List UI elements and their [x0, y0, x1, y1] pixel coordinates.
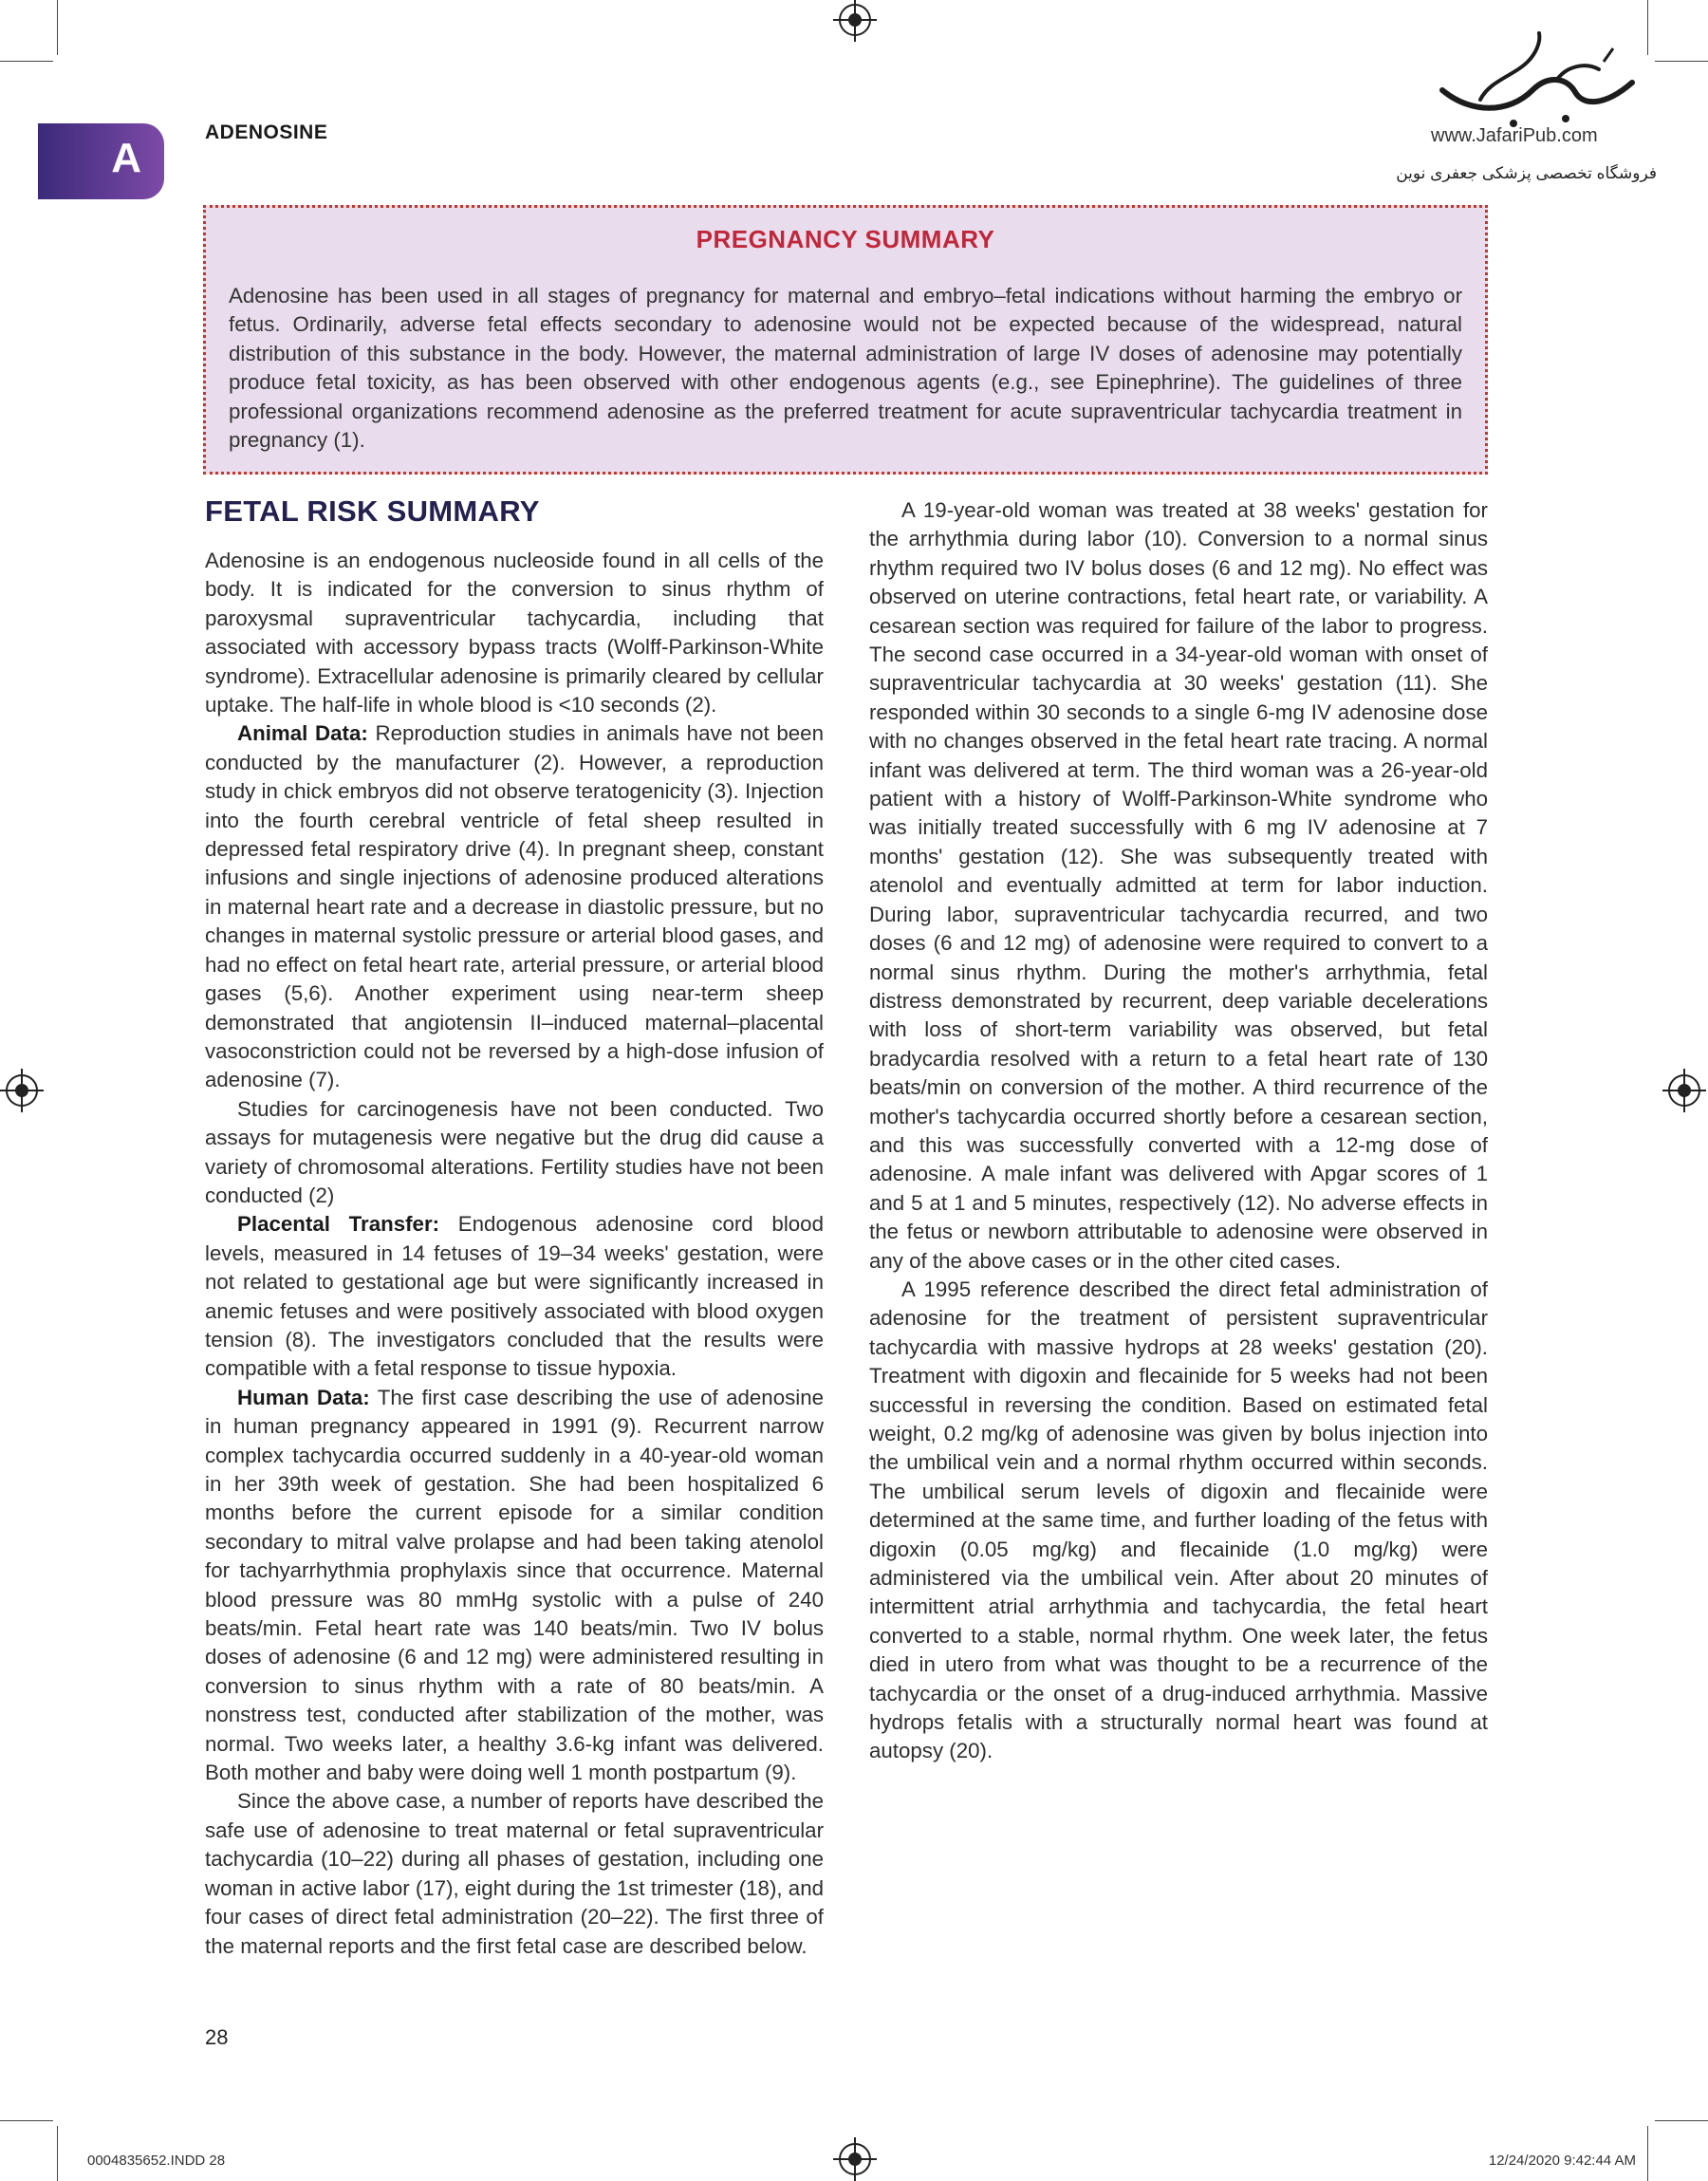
placental-transfer-paragraph [205, 1210, 824, 1383]
section-letter: A [111, 135, 141, 181]
registration-mark-icon [839, 4, 871, 36]
trim-mark [57, 0, 58, 55]
page-number: 28 [205, 2025, 229, 2049]
print-slug-file: 0004835652.INDD 28 [87, 2153, 226, 2169]
publisher-url: www.JafariPub.com [1431, 125, 1598, 146]
pregnancy-summary-title: PREGNANCY SUMMARY [696, 225, 995, 253]
registration-mark-icon [1668, 1074, 1700, 1107]
left-column [205, 547, 824, 1961]
publisher-tagline: فروشگاه تخصصی پزشکی جعفری نوین [1396, 164, 1657, 182]
human-data-paragraph [205, 1384, 824, 1788]
case-19-year-old-paragraph: A 19-year-old woman was treated at 38 weeks' gestation for the arrhythmia during labor (10). Conversion to a normal sinus rhythm required two IV bolus doses (6 and 12 mg). No effect was observed on uterine contractions, fetal heart rate, or variability. A cesarean section was required for failure of the labor to progress. The second case occurred in a 34-year-old woman with onset of supraventricular tachycardia at 30 weeks' gestation (11). She responded within 30 seconds to a single 6-mg IV adenosine dose with no changes observed in the fetal heart rate tracing. A normal infant was delivered at term. The third woman was a 26-year-old patient with a history of Wolff-Parkinson-White syndrome who was initially treated successfully with 6 mg IV adenosine at 7 months' gestation (12). She was subsequently treated with atenolol and eventually admitted at term for labor induction. During labor, supraventricular tachycardia recurred, and two doses (6 and 12 mg) of adenosine were required to convert to a normal sinus rhythm. During the mother's arrhythmia, fetal distress demonstrated by recurrent, deep variable decelerations with loss of short-term variability was observed, but fetal bradycardia resolved with a return to a fetal heart rate of 130 beats/min on conversion of the mother. A third recurrence of the mother's tachycardia occurred shortly before a cesarean section, and this was successfully converted with a 12-mg dose of adenosine. A male infant was delivered with Apgar scores of 1 and 5 at 1 and 5 minutes, respectively (12). No adverse effects in the fetus or newborn attributable to adenosine were observed in any of the above cases or in the other cited cases. [869, 498, 1488, 1273]
section-letter-tab [38, 123, 164, 199]
trim-mark [1655, 61, 1708, 62]
placental-transfer-text: Endogenous adenosine cord blood levels, measured in 14 fetuses of 19–34 weeks' gestation, were not related to gestational age but were significantly increased in anemic fetuses and were positively associated with blood oxygen tension (8). The investigators concluded that the results were compatible with a fetal response to tissue hypoxia. [205, 1212, 824, 1381]
trim-mark [1655, 2120, 1708, 2121]
pregnancy-summary-text: Adenosine has been used in all stages of pregnancy for maternal and embryo–fetal indications without harming the embryo or fetus. Ordinarily, adverse fetal effects secondary to adenosine would not be expected because of the widespread, natural distribution of this substance in the body. However, the maternal administration of large IV doses of adenosine may potentially produce fetal toxicity, as has been observed with other endogenous agents (e.g., see Epinephrine). The guidelines of three professional organizations recommend adenosine as the preferred treatment for acute supraventricular tachycardia treatment in pregnancy (1). [229, 284, 1462, 453]
reference-1995-paragraph: A 1995 reference described the direct fetal administration of adenosine for the treatment of persistent supraventricular tachycardia with massive hydrops at 28 weeks' gestation (20). Treatment with digoxin and flecainide for 5 weeks had not been successful in reversing the condition. Based on estimated fetal weight, 0.2 mg/kg of adenosine was given by bolus injection into the umbilical vein and a normal rhythm occurred within seconds. The umbilical serum levels of digoxin and flecainide were determined at the same time, and further loading of the fetus with digoxin (0.05 mg/kg) and flecainide (1.0 mg/kg) were administered via the umbilical vein. After about 20 minutes of intermittent atrial arrhythmia and tachycardia, the fetal heart converted to a stable, normal rhythm. One week later, the fetus died in utero from what was thought to be a recurrence of the tachycardia or the onset of a drug-induced arrhythmia. Massive hydrops fetalis with a structurally normal heart was found at autopsy (20). [869, 1277, 1488, 1763]
pregnancy-summary-box [203, 205, 1488, 475]
intro-paragraph: Adenosine is an endogenous nucleoside found in all cells of the body. It is indicated for the conversion to sinus rhythm of paroxysmal supraventricular tachycardia, including that associated with accessory bypass tracts (Wolff-Parkinson-White syndrome). Extracellular adenosine is primarily cleared by cellular uptake. The half-life in whole blood is <10 seconds (2). [205, 549, 824, 718]
human-data-text: The first case describing the use of adenosine in human pregnancy appeared in 1991 (9). Recurrent narrow complex tachycardia occurred suddenly in a 40-year-old woman in her 39th week of gestation. She had been hospitalized 6 months before the current episode for a similar condition secondary to mitral valve prolapse and had been taking atenolol for tachyarrhythmia prophylaxis since that occurrence. Maternal blood pressure was 80 mmHg systolic with a pulse of 240 beats/min. Fetal heart rate was 140 beats/min. Two IV bolus doses of adenosine (6 and 12 mg) were administered resulting in conversion to sinus rhythm with a rate of 80 beats/min. A nonstress test, conducted after stabilization of the mother, was normal. Two weeks later, a healthy 3.6-kg infant was delivered. Both mother and baby were doing well 1 month postpartum (9). [205, 1385, 824, 1785]
trim-mark [0, 2120, 53, 2121]
animal-data-label: Animal Data: [237, 721, 368, 746]
reports-paragraph: Since the above case, a number of reports have described the safe use of adenosine to treat maternal or fetal supraventricular tachycardia (10–22) during all phases of gestation, including one woman in active labor (17), eight during the 1st trimester (18), and four cases of direct fetal administration (20–22). The first three of the maternal reports and the first fetal case are described below. [205, 1789, 824, 1958]
human-data-label: Human Data: [237, 1385, 370, 1409]
placental-transfer-label: Placental Transfer: [237, 1212, 440, 1237]
trim-mark [57, 2126, 58, 2181]
animal-data-paragraph [205, 719, 824, 1094]
fetal-risk-heading: FETAL RISK SUMMARY [205, 494, 540, 528]
trim-mark [0, 61, 53, 62]
carcinogenesis-paragraph: Studies for carcinogenesis have not been conducted. Two assays for mutagenesis were negative but the drug did cause a variety of chromosomal alterations. Fertility studies have not been conducted (2) [205, 1096, 824, 1207]
animal-data-text: Reproduction studies in animals have not been conducted by the manufacturer (2). However, a reproduction study in chick embryos did not observe teratogenicity (3). Injection into the fourth cerebral ventricle of fetal sheep resulted in depressed fetal respiratory drive (4). In pregnant sheep, constant infusions and single injections of adenosine produced alterations in maternal heart rate and a decrease in diastolic pressure, but no changes in maternal systolic pressure or arterial blood gases, and had no effect on fetal heart rate, arterial pressure, or arterial blood gases (5,6). Another experiment using near-term sheep demonstrated that angiotensin II–induced maternal–placental vasoconstriction could not be reversed by a high-dose infusion of adenosine (7). [205, 721, 824, 1092]
trim-mark [1647, 2126, 1648, 2181]
right-column [869, 496, 1488, 1766]
print-slug-date: 12/24/2020 9:42:44 AM [1488, 2153, 1636, 2169]
registration-mark-icon [839, 2143, 871, 2175]
registration-mark-icon [6, 1074, 38, 1107]
running-head: ADENOSINE [205, 121, 328, 143]
